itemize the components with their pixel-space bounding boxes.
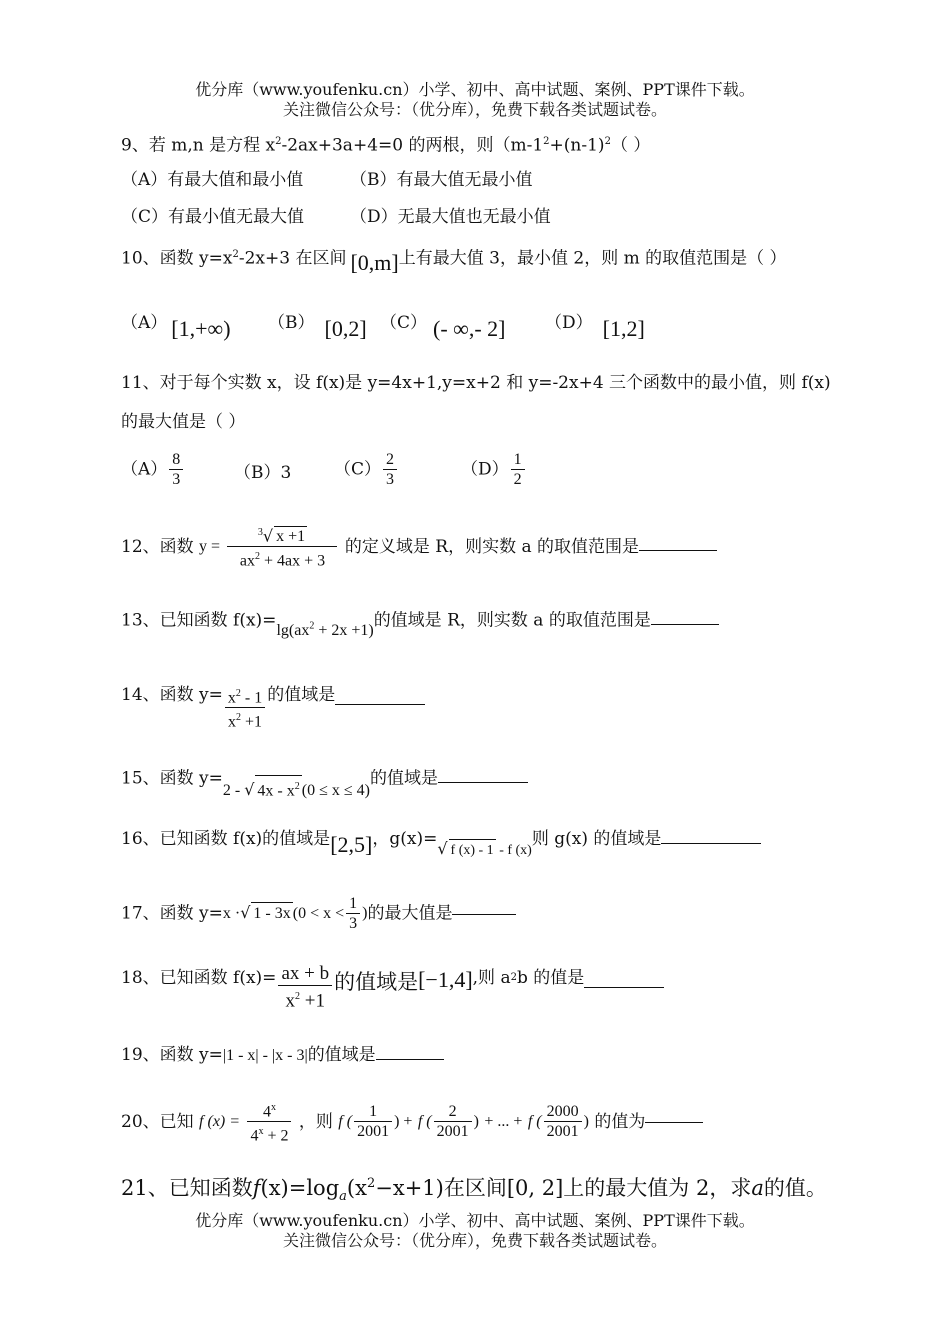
q20-answer-blank [645,1120,703,1123]
header-line-2: 关注微信公众号：（优分库），免费下载各类试题试卷。 [282,100,667,119]
q11-option-a [121,450,185,489]
question-20 [121,1098,703,1146]
q12-text-b: 的定义域是 R，则实数 a 的取值范围是 [344,536,640,557]
q9-exp-1: 2 [275,136,282,147]
q18-text-a: 18、已知函数 f(x)= [121,968,277,988]
q10-text-a: 10、函数 y=x [121,248,233,269]
q20-frac1-num: 1 [354,1102,392,1122]
q10-option-d-value: [1,2] [602,316,645,341]
q19-text-a: 19、函数 y= [121,1045,223,1065]
q17-frac-num: 1 [346,894,360,914]
q14-answer-blank [335,702,425,705]
q15-exp: 2 [294,781,300,792]
q10-exp: 2 [232,249,239,260]
q11-option-c-label: （C） [334,459,382,480]
q14-den-exp: 2 [236,712,242,724]
q21-text-d: −x+1)在区间[0, 2]上的最大值为 2，求 [375,1176,752,1200]
q10-option-d [545,310,645,341]
q14-text-a: 14、函数 y= [121,685,223,705]
q14-text-b: 的值域是 [267,685,336,705]
q13-text-a: 13、已知函数 f(x)= [121,610,277,631]
header-line-1: 优分库（www.youfenku.cn）小学、初中、高中试题、案例、PPT课件下载。 [195,80,755,99]
q11-option-c-num: 2 [383,450,397,470]
question-18 [121,963,664,1012]
q17-frac-den: 3 [349,915,358,932]
q19-answer-blank [376,1057,444,1060]
q14-num-b: - 1 [240,689,263,707]
q10-option-c-value: (- ∞,- 2] [433,316,506,341]
q20-frac2-den: 2001 [436,1123,469,1141]
question-10 [121,244,787,275]
q20-dots: + ... + [484,1112,523,1130]
q11-option-d-den: 2 [513,471,522,488]
q20-text-a: 20、已知 [121,1111,194,1132]
q20-close-1: ) [473,1112,479,1130]
q9-text-b: -2ax+3a+4=0 的两根，则（m-1 [281,135,544,156]
q20-f-3: f ( [527,1112,542,1130]
q11-option-d-label: （D） [461,459,509,480]
q20-den-a: 4 [250,1127,259,1145]
q17-lead: x · [222,905,241,922]
q10-option-a-label: （A） [121,313,168,333]
q20-close-2: ) [583,1112,589,1130]
q21-text-c: (x [346,1176,367,1200]
q9-option-c: （C）有最小值无最大值 [121,207,305,227]
footer-line-2: 关注微信公众号：（优分库），免费下载各类试题试卷。 [282,1231,667,1250]
q12-answer-blank [639,548,717,551]
q9-option-a: （A）有最大值和最小值 [121,170,304,190]
q15-text-b: 的值域是 [369,768,438,789]
q10-option-b-value: [0,2] [324,316,367,341]
q21-base: a [339,1189,347,1205]
q11-option-a-den: 3 [172,471,181,488]
q11-option-c-den: 3 [386,471,395,488]
q21-exp: 2 [366,1176,376,1191]
q9-option-b: （B）有最大值无最小值 [350,170,533,190]
q18-text-d: b 的值是 [516,968,585,988]
q12-numerator: x +1 [276,528,306,546]
q16-text-c: 则 g(x) 的值域是 [531,829,662,849]
q16-radicand: f (x) - 1 [449,839,496,862]
q18-numerator: ax + b [278,963,332,986]
q21-a: a [751,1176,764,1200]
q19-expression: |1 - x| - |x - 3| [222,1047,308,1064]
q18-interval: [−1,4] [418,967,473,992]
question-19 [121,1044,444,1067]
q15-condition: (0 ≤ x ≤ 4) [301,782,370,800]
q13-answer-blank [651,622,719,625]
q20-frac1-den: 2001 [357,1123,390,1141]
q11-option-d [461,450,527,489]
q15-lead: 2 - [222,782,245,800]
q20-plus: ) + [394,1112,413,1130]
q21-text-a: 21、已知函数 [121,1176,253,1200]
q18-exp: 2 [510,972,517,983]
q9-exp-2: 2 [543,136,550,147]
q21-text-b: (x)=log [260,1176,340,1200]
q9-exp-3: 2 [604,136,611,147]
q12-den-exp: 2 [254,551,260,563]
q12-root-index: 3 [257,527,263,538]
question-15: 15、函数 y=2 - √ $4x - x^2$ (0 ≤ x ≤ 4)的值域是 [121,763,528,790]
q9-text-c: +(n-1) [549,135,605,156]
question-9 [121,131,650,157]
q20-num: 4 [262,1103,271,1121]
q10-option-d-label: （D） [545,313,593,333]
q10-text-b: -2x+3 在区间 [238,248,347,269]
q20-frac3-num: 2000 [544,1102,582,1122]
q18-text-b: 的值域是 [334,970,419,994]
q19-text-b: 的值域是 [307,1045,376,1065]
q13-exp: 2 [309,621,315,632]
q20-f-2: f ( [417,1112,432,1130]
q16-interval: [2,5] [330,832,373,857]
question-13 [121,606,719,640]
q12-den-a: ax [239,552,255,570]
q20-num-exp: x [270,1102,276,1113]
q9-text-a: 9、若 m,n 是方程 x [121,135,276,156]
q11-option-a-label: （A） [121,459,168,480]
q21-f: f [252,1176,261,1200]
q17-radicand: 1 - 3x [251,902,292,925]
q18-answer-blank [584,985,664,988]
q11-option-b: （B）3 [234,463,292,483]
q12-den-b: + 4ax + 3 [259,552,326,570]
q13-expr-a: lg(ax [276,622,310,640]
q11-option-a-num: 8 [169,450,183,470]
q21-text-e: 的值。 [763,1176,827,1200]
q17-text-b: 的最大值是 [367,903,453,924]
q14-den-b: +1 [241,713,263,731]
q20-den-exp: x [258,1126,264,1138]
question-14 [121,684,425,732]
q17-condition-b: ) [362,904,368,922]
q9-option-d: （D）无最大值也无最小值 [350,207,551,227]
q10-interval: [0,m] [350,249,399,275]
q15-answer-blank [438,780,528,783]
q10-text-c: 上有最大值 3，最小值 2，则 m 的取值范围是（ ） [398,248,787,269]
q18-den-a: x [285,990,296,1012]
q16-answer-blank [661,841,761,844]
q12-text-a: 12、函数 [121,536,194,557]
q17-text-a: 17、函数 y= [121,903,223,924]
q13-expr-b: + 2x +1) [314,622,374,640]
q10-option-b [268,310,367,341]
question-16: 16、已知函数 f(x)的值域是[2,5]，$g(x)=_{√ f (x) - 1 - f (x)}$则 g(x) 的值域是 [121,826,761,852]
question-17: 17、函数 y=x ·√ 1 - 3x (0 < x < $\frac{1}{3}$ )的最大值是 [121,894,516,933]
q10-option-b-label: （B） [268,313,315,333]
q20-fx: f (x) = [199,1112,241,1130]
q14-den-a: x [228,713,237,731]
q14-num-exp: 2 [235,688,241,699]
q18-den-b: +1 [300,990,325,1012]
q20-frac3-den: 2001 [546,1123,579,1141]
q18-text-c: ,则 a [472,968,511,988]
q16-text-a: 16、已知函数 f(x)的值域是 [121,829,331,849]
q20-frac2-num: 2 [434,1102,472,1122]
q10-option-c-label: （C） [380,313,428,333]
q10-option-a [121,310,231,341]
q20-text-b: ，则 [298,1111,333,1132]
q20-f-1: f ( [338,1112,353,1130]
q14-num-a: x [227,689,236,707]
question-11-line-2: 的最大值是（ ） [121,412,246,432]
question-11-line-1: 11、对于每个实数 x，设 f(x)是 y=4x+1,y=x+2 和 y=-2x+4 三个函数中的最小值，则 f(x) [121,373,831,393]
q9-text-d: （ ） [610,135,651,156]
question-12: 12、函数 y = $\frac{^3√ x +1}{ax^2 + 4ax + 3}$ 的定义域是 R，则实数 a 的取值范围是 [121,523,717,571]
q11-option-d-num: 1 [511,450,525,470]
q11-option-c [334,450,399,489]
q15-radicand: 4x - x [257,782,295,800]
q20-text-c: 的值为 [594,1111,646,1132]
q15-text-a: 15、函数 y= [121,768,223,789]
q17-condition-a: (0 < x < [292,905,345,922]
q10-option-c [380,310,506,341]
q17-answer-blank [452,912,516,915]
q10-option-a-value: [1,+∞) [171,316,231,341]
question-21 [121,1173,827,1208]
footer-line-1: 优分库（www.youfenku.cn）小学、初中、高中试题、案例、PPT课件下载。 [195,1211,755,1230]
q16-tail: - f (x) [495,843,532,858]
q20-den-b: + 2 [263,1127,289,1145]
q12-y: y = [199,537,221,555]
q16-text-b: ，g(x)= [372,829,438,849]
q13-text-b: 的值域是 R，则实数 a 的取值范围是 [373,610,651,631]
q18-den-exp: 2 [295,991,301,1002]
